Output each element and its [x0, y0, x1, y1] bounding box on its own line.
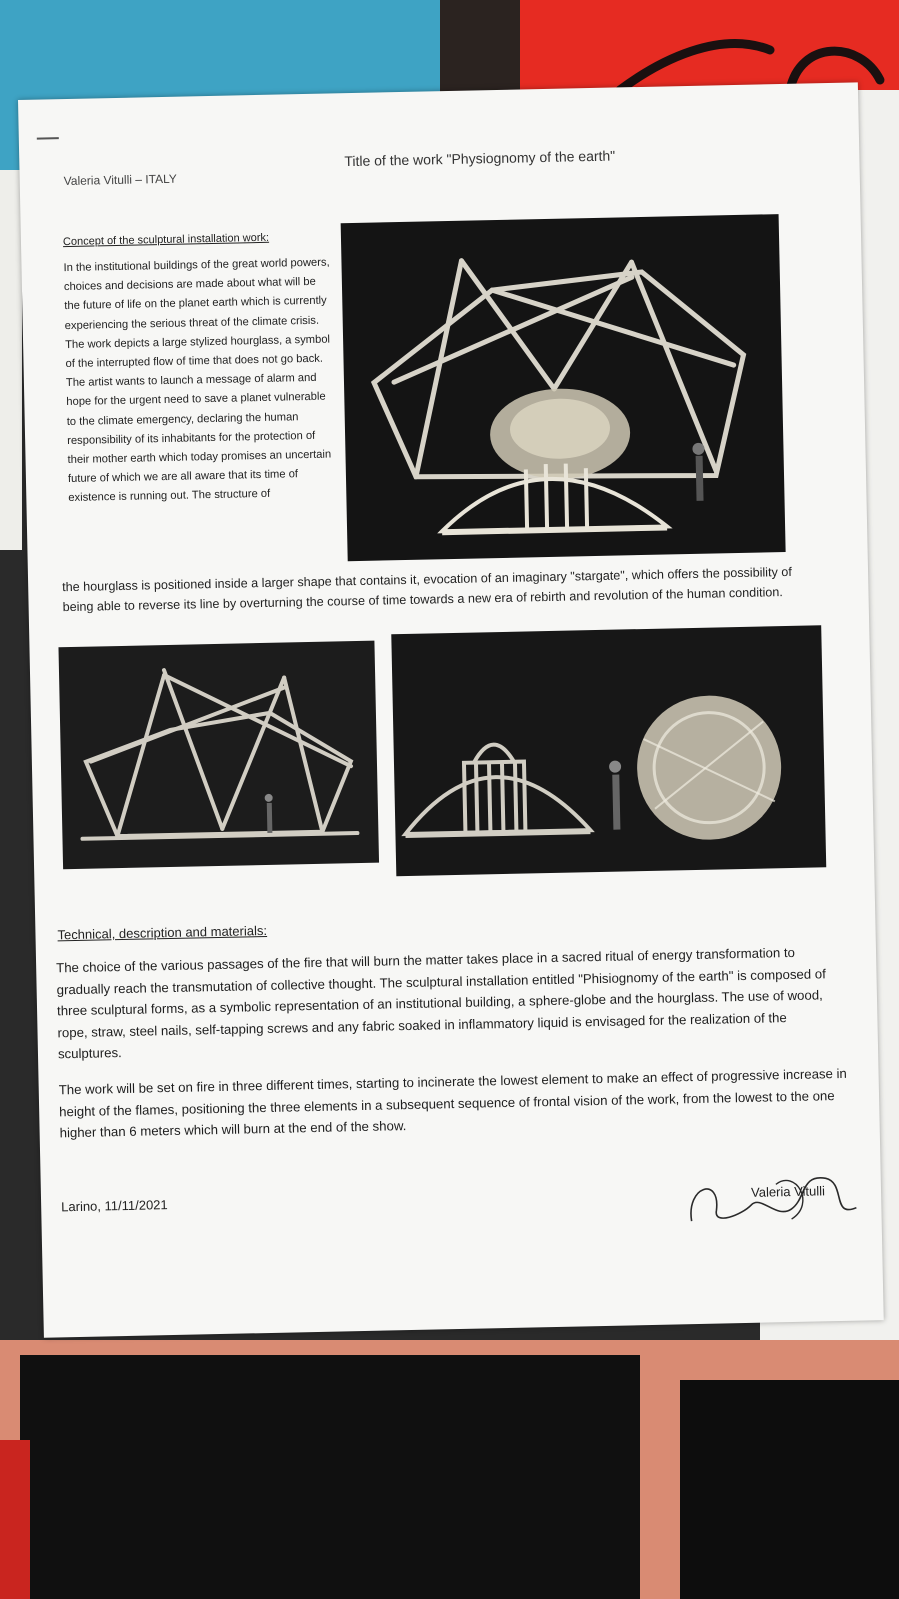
underlying-sheet-left [0, 170, 22, 550]
sculpture-photo-full-installation [341, 214, 786, 561]
author-line: Valeria Vitulli – ITALY [63, 171, 178, 189]
background-dark-fabric-left [20, 1355, 640, 1599]
signature-name: Valeria Vitulli [750, 1183, 826, 1200]
page-mark [37, 137, 59, 139]
sculpture-photo-building-and-sphere [391, 625, 826, 876]
background-red-bottom [0, 1440, 30, 1599]
technical-paragraph-2: The work will be set on fire in three different times, starting to incinerate the lowest element to make an effect of progressive increase in height of the flames, positioning the three elements in a subsequent sequence of frontal vision of the work, from the lowest to the one higher than 6 meters which will burn at the end of the show. [58, 1065, 847, 1141]
sculpture-photo-stargate [58, 641, 379, 870]
concept-text-wide: the hourglass is positioned inside a larger shape that contains it, evocation of an imaginary "stargate", which offers the possibility of being able to reverse its line by overturning the course of time towards a new era of rebirth and revolution of the human condition. [62, 564, 792, 614]
concept-heading: Concept of the sculptural installation work: [62, 231, 270, 249]
technical-heading: Technical, description and materials: [57, 922, 268, 943]
building-and-sphere-drawing [391, 625, 826, 876]
stargate-drawing [58, 641, 379, 870]
straw-sphere [636, 694, 783, 841]
place-date: Larino, 11/11/2021 [61, 1197, 168, 1215]
straw-dome [489, 387, 631, 480]
work-title: Title of the work "Physiognomy of the earth" [344, 147, 616, 170]
concept-text-narrow: In the institutional buildings of the great world powers, choices and decisions are made about what will be the future of life on the planet earth which is currently experiencing the serious threat of the climate crisis. The work depicts a large stylized hourglass, a symbol of the interrupted flow of time that does not go back. The artist wants to launch a message of alarm and hope for the urgent need to save a planet vulnerable to the climate emergency, declaring the human responsibility of its inhabitants for the protection of their mother earth which today promises an uncertain future of which we are all aware that its time of existence is running out. The structure of [63, 256, 332, 505]
hourglass-stargate-drawing [341, 214, 786, 561]
document-page [18, 82, 884, 1337]
technical-paragraph-1: The choice of the various passages of the fire that will burn the matter takes place in a sacred ritual of energy transformation to gradually reach the transmutation of collective thought. The sculptural installation entitled "Phisiognomy of the earth" is composed of three sculptural forms, as a symbolic representation of an institutional building, a sphere-globe and the hourglass. The use of wood, rope, straw, steel nails, self-tapping screws and any fabric soaked in inflammatory liquid is envisaged for the realization of the sculptures. [56, 944, 826, 1062]
background-dark-fabric-right [680, 1380, 899, 1599]
human-figure [692, 443, 705, 501]
